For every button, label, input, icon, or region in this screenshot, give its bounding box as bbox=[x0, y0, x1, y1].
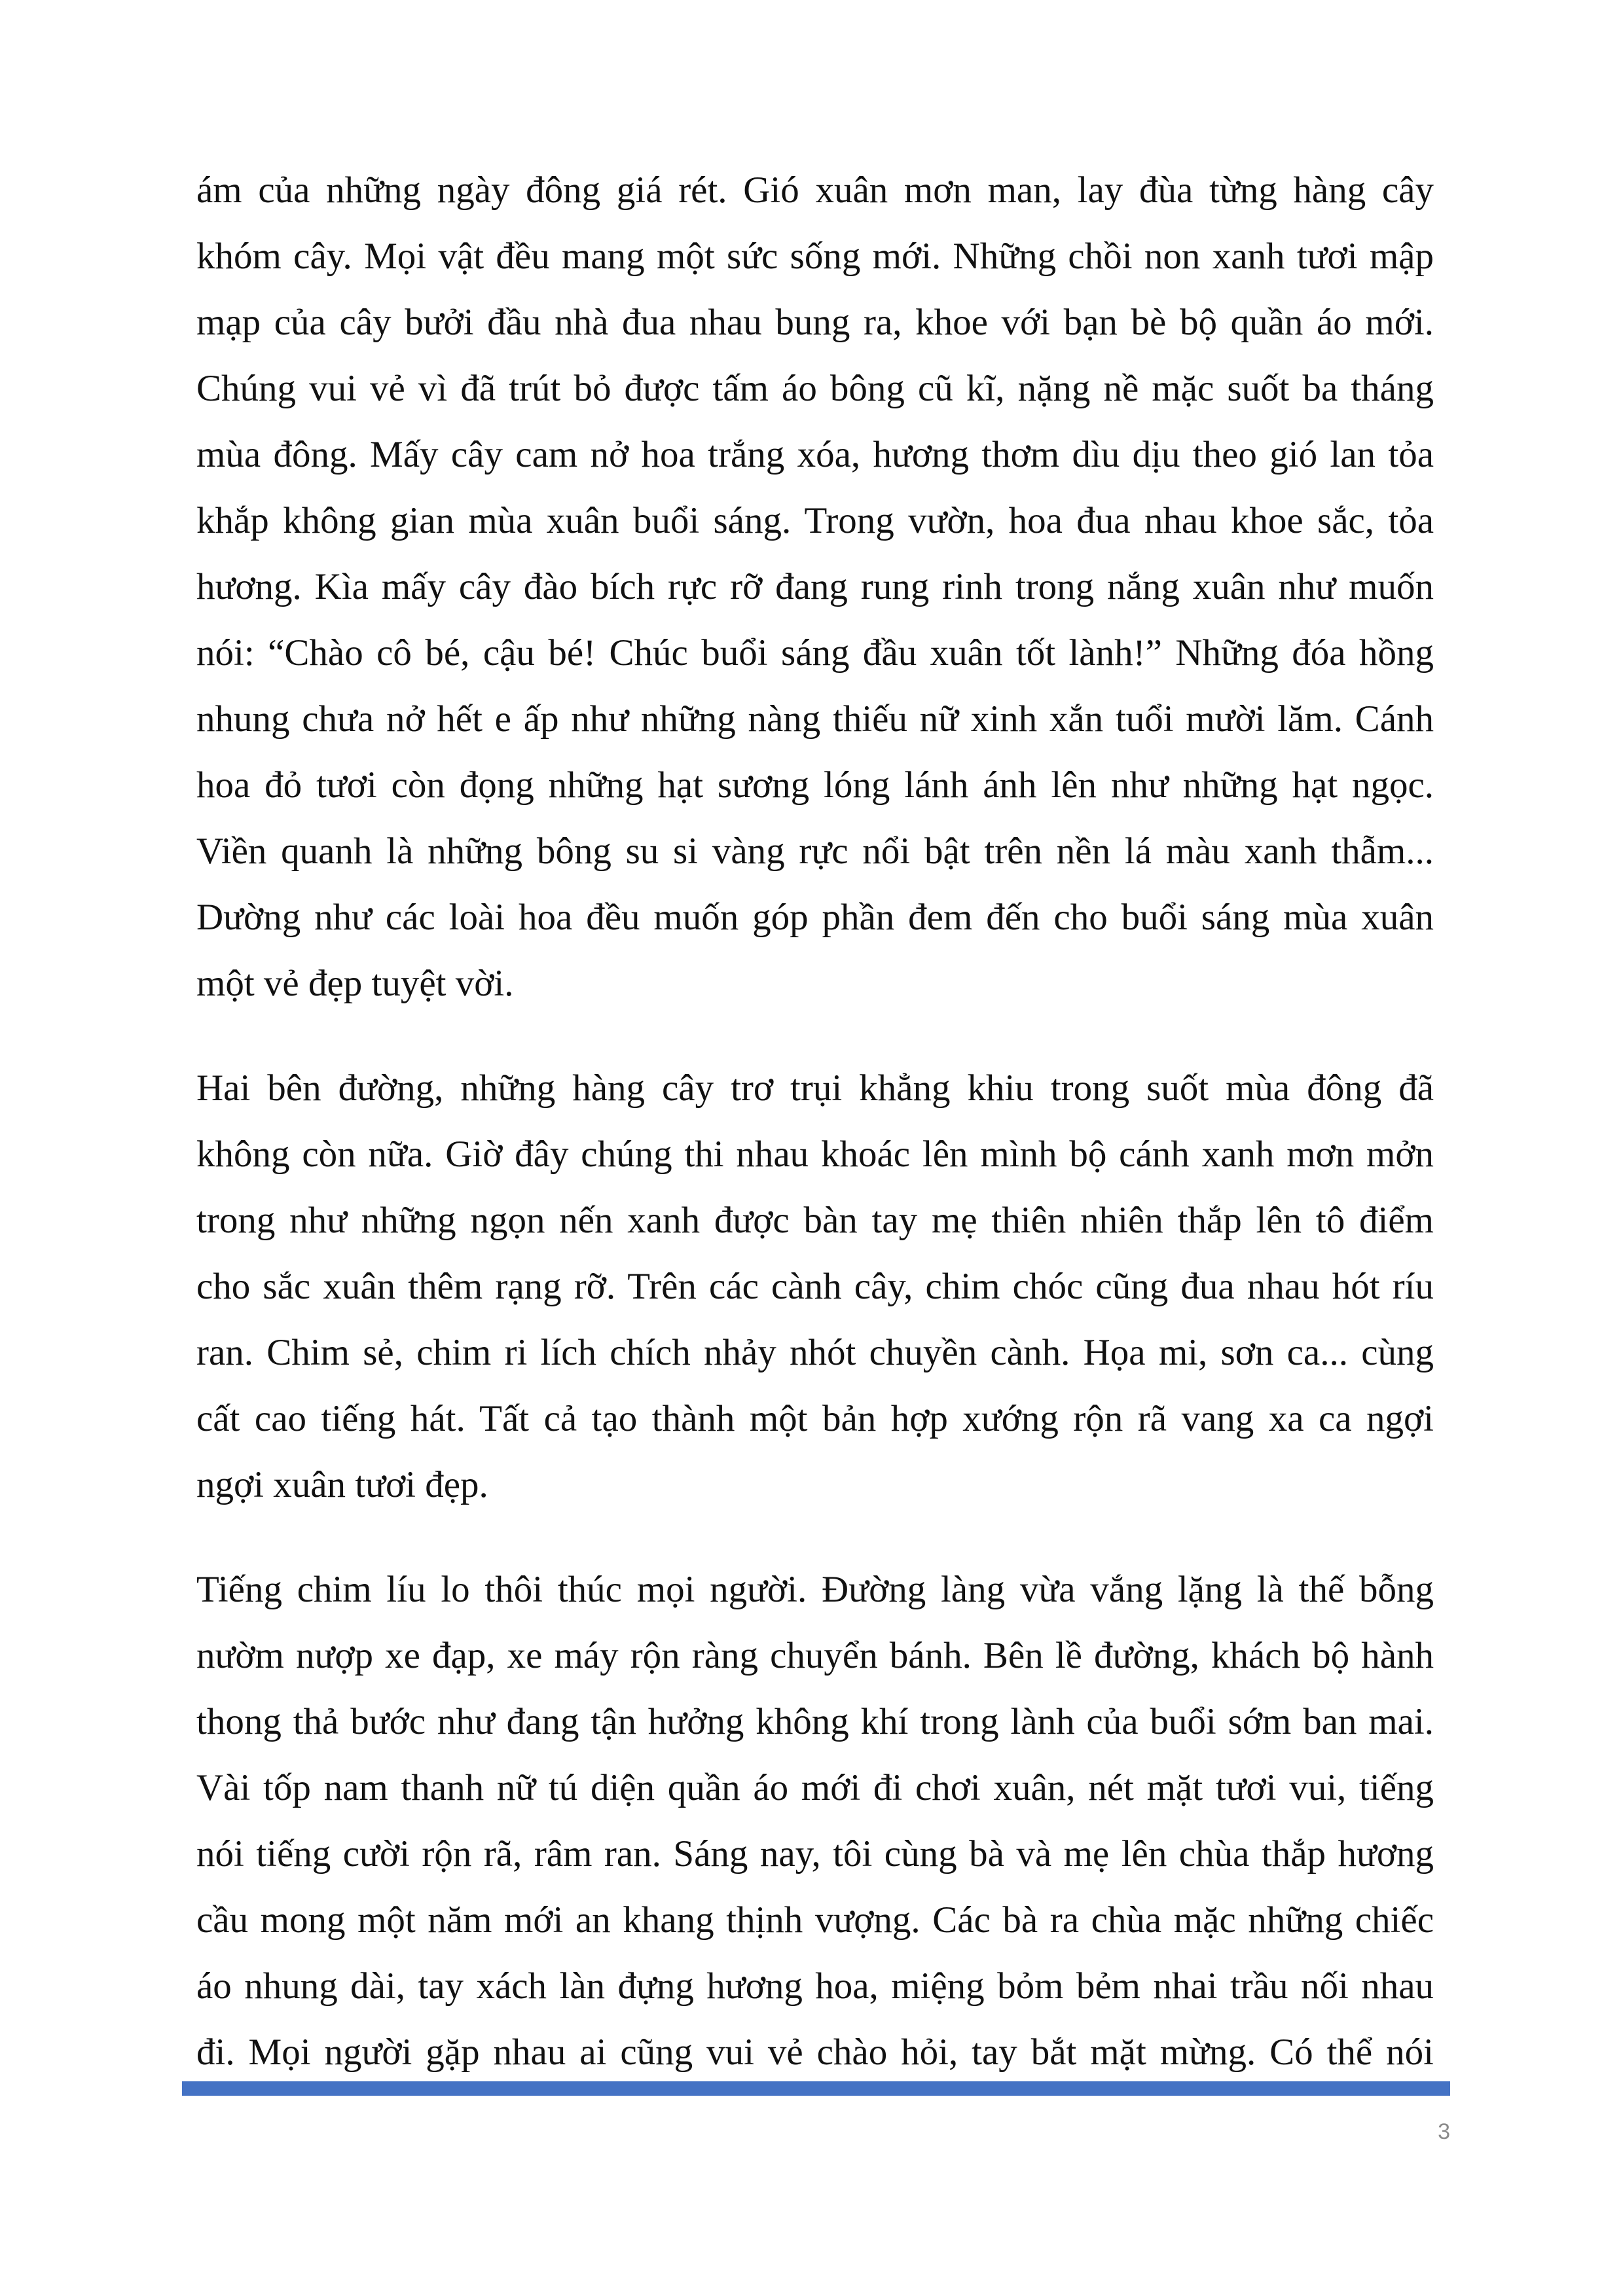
text-line: mùa đông. Mấy cây cam nở hoa trắng xóa, hương thơm dìu dịu theo gió lan tỏa bbox=[196, 434, 1434, 475]
text-line: thong thả bước như đang tận hưởng không khí trong lành của buổi sớm ban mai. bbox=[196, 1701, 1434, 1742]
text-line: hương. Kìa mấy cây đào bích rực rỡ đang rung rinh trong nắng xuân như muốn bbox=[196, 566, 1434, 607]
text-line: Vài tốp nam thanh nữ tú diện quần áo mới đi chơi xuân, nét mặt tươi vui, tiếng bbox=[196, 1767, 1434, 1808]
text-line: cho sắc xuân thêm rạng rỡ. Trên các cành cây, chim chóc cũng đua nhau hót ríu bbox=[196, 1266, 1434, 1307]
text-line: Viền quanh là những bông su si vàng rực nổi bật trên nền lá màu xanh thẫm... bbox=[196, 831, 1434, 872]
footer-rule bbox=[182, 2081, 1450, 2096]
text-line: áo nhung dài, tay xách làn đựng hương hoa, miệng bỏm bẻm nhai trầu nối nhau bbox=[196, 1965, 1434, 2007]
text-line: một vẻ đẹp tuyệt vời. bbox=[196, 963, 514, 1004]
paragraph bbox=[196, 1556, 1434, 2085]
text-line: đi. Mọi người gặp nhau ai cũng vui vẻ chào hỏi, tay bắt mặt mừng. Có thể nói bbox=[196, 2032, 1434, 2073]
paragraph bbox=[196, 1055, 1434, 1518]
text-line: ran. Chim sẻ, chim ri lích chích nhảy nhót chuyền cành. Họa mi, sơn ca... cùng bbox=[196, 1332, 1434, 1373]
text-line: nhung chưa nở hết e ấp như những nàng thiếu nữ xinh xắn tuổi mười lăm. Cánh bbox=[196, 698, 1434, 740]
text-line: hoa đỏ tươi còn đọng những hạt sương lóng lánh ánh lên như những hạt ngọc. bbox=[196, 764, 1434, 806]
text-line: nườm nượp xe đạp, xe máy rộn ràng chuyển bánh. Bên lề đường, khách bộ hành bbox=[196, 1635, 1434, 1676]
text-line: nói: “Chào cô bé, cậu bé! Chúc buổi sáng đầu xuân tốt lành!” Những đóa hồng bbox=[196, 632, 1434, 673]
text-line: mạp của cây bưởi đầu nhà đua nhau bung ra, khoe với bạn bè bộ quần áo mới. bbox=[196, 302, 1434, 343]
page-number: 3 bbox=[1438, 2119, 1450, 2144]
text-line: cất cao tiếng hát. Tất cả tạo thành một bản hợp xướng rộn rã vang xa ca ngợi bbox=[196, 1398, 1434, 1439]
text-line: cầu mong một năm mới an khang thịnh vượng. Các bà ra chùa mặc những chiếc bbox=[196, 1899, 1434, 1941]
text-line: trong như những ngọn nến xanh được bàn tay mẹ thiên nhiên thắp lên tô điểm bbox=[196, 1200, 1434, 1241]
text-line: nói tiếng cười rộn rã, râm ran. Sáng nay, tôi cùng bà và mẹ lên chùa thắp hương bbox=[196, 1833, 1434, 1874]
text-line: Hai bên đường, những hàng cây trơ trụi khẳng khiu trong suốt mùa đông đã bbox=[196, 1067, 1434, 1109]
text-line: Dường như các loài hoa đều muốn góp phần đem đến cho buổi sáng mùa xuân bbox=[196, 897, 1434, 938]
text-line: Tiếng chim líu lo thôi thúc mọi người. Đường làng vừa vắng lặng là thế bỗng bbox=[196, 1569, 1434, 1610]
text-line: ngợi xuân tươi đẹp. bbox=[196, 1464, 488, 1505]
text-line: khóm cây. Mọi vật đều mang một sức sống mới. Những chồi non xanh tươi mập bbox=[196, 236, 1434, 277]
text-line: ám của những ngày đông giá rét. Gió xuân mơn man, lay đùa từng hàng cây bbox=[196, 170, 1434, 211]
text-line: khắp không gian mùa xuân buổi sáng. Trong vườn, hoa đua nhau khoe sắc, tỏa bbox=[196, 500, 1434, 541]
paragraph bbox=[196, 157, 1434, 1016]
text-line: không còn nữa. Giờ đây chúng thi nhau khoác lên mình bộ cánh xanh mơn mởn bbox=[196, 1134, 1434, 1175]
text-line: Chúng vui vẻ vì đã trút bỏ được tấm áo bông cũ kĩ, nặng nề mặc suốt ba tháng bbox=[196, 368, 1434, 409]
body-text bbox=[196, 157, 1434, 2085]
